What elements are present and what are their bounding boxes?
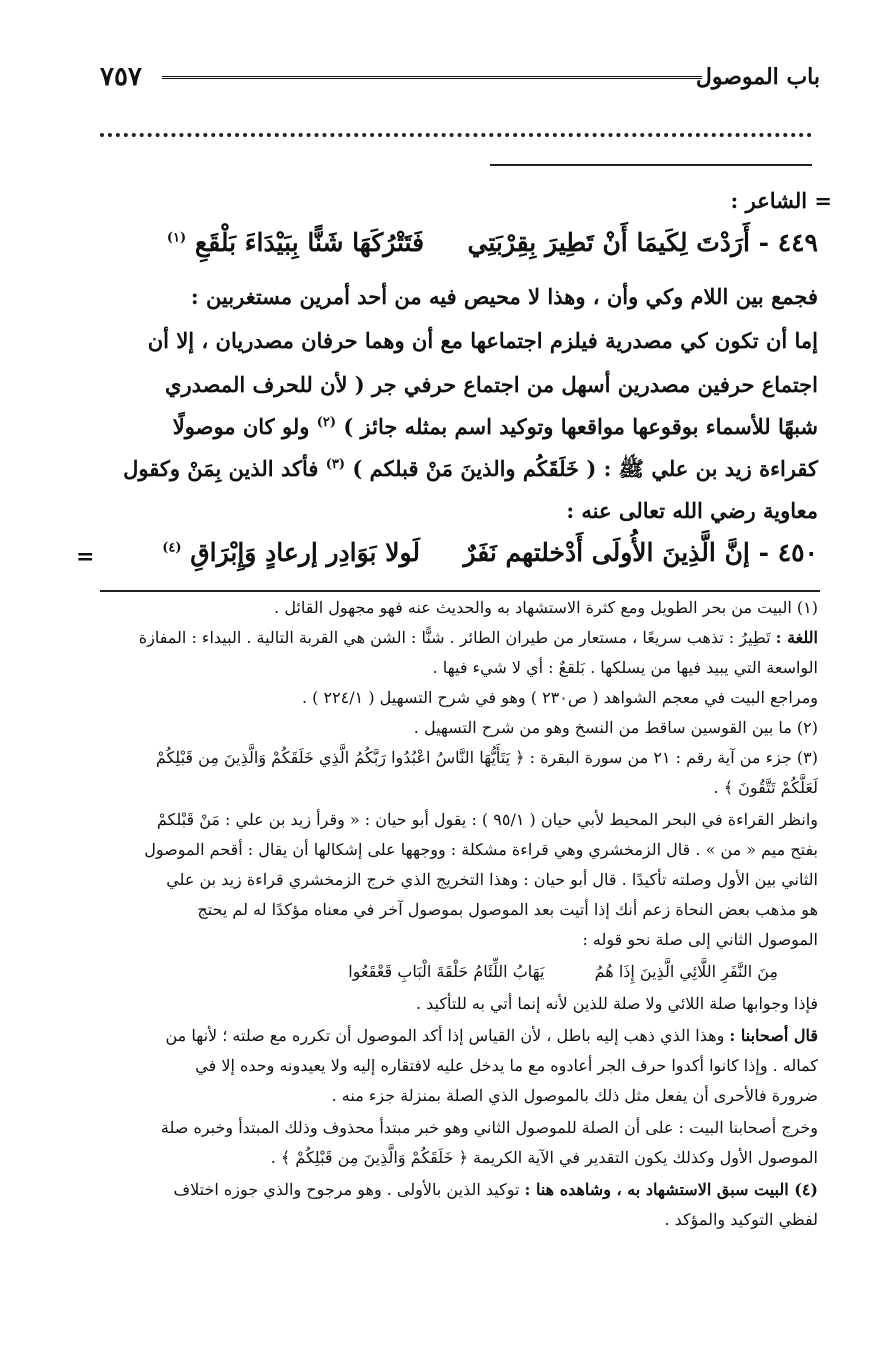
footnote-ref: (١) [166, 230, 187, 246]
chapter-title: باب الموصول [695, 64, 820, 90]
text-line: = الشاعر : [730, 188, 832, 213]
footnote-line: لَعَلَّكُمْ تَتَّقُونَ ﴾ . [713, 778, 818, 797]
text-line [123, 456, 818, 487]
text-line: إما أن تكون كي مصدرية فيلزم اجتماعها مع أن وهما حرفان مصدريان ، إلا أن [147, 328, 818, 353]
verse-449 [167, 228, 818, 257]
text-segment: فأكد الذين بِمَنْ وكقول [123, 456, 319, 481]
footnote-line [139, 628, 818, 647]
footnote-text: توكيد الذين بالأولى . وهو مرجوح والذي جوزه اختلاف [173, 1180, 520, 1199]
text-line: اجتماع حرفين مصدرين أسهل من اجتماع حرفي جر ( لأن للحرف المصدري [165, 372, 818, 397]
footnote-line: وخرج أصحابنا البيت : على أن الصلة للموصول الثاني وهو خبر مبتدأ محذوف وذلك المبتدأ وخبره صلة [160, 1118, 818, 1137]
verse-second-hemistich: فَتَتْرُكَهَا شَنًّا بِبَيْدَاءَ بَلْقَعِ [194, 228, 425, 257]
verse-number: ٤٥٠ - [758, 538, 818, 567]
text-segment: ولو كان موصولًا [172, 414, 310, 439]
footnote-label: قال أصحابنا : [729, 1026, 818, 1045]
footnote-line [173, 1180, 818, 1199]
footnote-text: تَطِيرُ : تذهب سريعًا ، مستعار من طيران الطائر . شنًّا : الشن هي القربة التالية . البيداء : المفازة [138, 628, 771, 647]
page-number: ٧٥٧ [100, 62, 142, 92]
footnote-line: بفتح ميم « من » . قال الزمخشري وهي قراءة مشكلة : ووجهها على إشكالها أن يقال : أقحم الموصول [144, 840, 818, 859]
footnote-rule [100, 590, 820, 592]
footnote-ref: (٤) [162, 540, 182, 556]
continuation-mark: = [76, 544, 95, 570]
footnote-ref: (٣) [325, 457, 346, 472]
footnote-line: الموصول الأول وكذلك يكون التقدير في الآية الكريمة ﴿ خَلَقَكُمْ وَالَّذِينَ مِن قَبْلِكُمْ ﴾ . [270, 1148, 818, 1167]
text-line [173, 414, 818, 439]
footnote-verse [348, 962, 778, 981]
footnote-line: ومراجع البيت في معجم الشواهد ( ص٢٣٠ ) وهو في شرح التسهيل ( ٢٢٤/١ ) . [301, 688, 818, 707]
footnote-ref: (٢) [316, 415, 336, 430]
footnote-line: الواسعة التي يبيد فيها من يسلكها . بَلقعٌ : أي لا شيء فيها . [432, 658, 818, 677]
footnote-line: وانظر القراءة في البحر المحيط لأبي حيان ( ٩٥/١ ) : يقول أبو حيان : « وقرأ زيد بن علي : مَنْ قَبْلكمْ [156, 810, 818, 829]
footnote-line: (١) البيت من بحر الطويل ومع كثرة الاستشهاد به والحديث عنه فهو مجهول القائل . [274, 598, 818, 617]
footnote-line: الثاني بين الأول وصلته تأكيدًا . قال أبو حيان : وهذا التخريج الذي خرج الزمخشري قراءة زيد بن علي [166, 870, 818, 889]
verse-first-hemistich: أَرَدْتَ لِكَيمَا أَنْ تَطِيرَ بِقِرْبَتِي [467, 228, 750, 257]
footnote-label: اللغة : [775, 628, 818, 647]
footnote-line [165, 1026, 818, 1045]
page-header [100, 58, 820, 98]
verse-number: ٤٤٩ - [758, 228, 818, 257]
text-segment: شبهًا للأسماء بوقوعها مواقعها وتوكيد اسم بمثله جائز ) [343, 414, 818, 439]
footnote-line: (٣) جزء من آية رقم : ٢١ من سورة البقرة : ﴿ يَتَأَيُّهَا النَّاسُ اعْبُدُوا رَبَّكُمُ الَّذِي خَلَقَكُمْ وَالَّذِينَ مِن قَبْلِكُمْ [155, 748, 818, 767]
header-rule [162, 76, 702, 83]
footnote-line: ضرورة فالأحرى أن يفعل مثل ذلك بالموصول الذي الصلة بمنزلة جزء منه . [331, 1086, 818, 1105]
footnote-line: كماله . وإذا كانوا أكدوا حرف الجر أعادوه مع ما يدخل عليه لافتقاره إليه ولا يعيدونه وحده إلا في [195, 1056, 818, 1075]
verse-first-hemistich: مِنَ النَّفَرِ اللَّائِي الَّذِينَ إِذَا هُمُ [594, 962, 778, 981]
text-line: معاوية رضي الله تعالى عنه : [566, 498, 818, 523]
text-segment: كقراءة زيد بن علي ﷺ : ( خَلَقَكُم والذينَ مَنْ قبلكم ) [352, 456, 818, 481]
footnote-line: لفظي التوكيد والمؤكد . [664, 1210, 818, 1229]
section-rule [490, 164, 812, 166]
dotted-separator [100, 133, 812, 147]
footnote-text: وهذا الذي ذهب إليه باطل ، لأن القياس إذا أكد الموصول أن تكرره مع صلته ؛ لأنها من [165, 1026, 725, 1045]
verse-second-hemistich: يَهَابُ اللِّئَامُ حَلْقَةَ الْبَابِ قَعْقَعُوا [348, 962, 545, 981]
verse-first-hemistich: إنَّ الَّذِينَ الأُولَى أَدْخلتهم نَفَرٌ [463, 538, 750, 567]
verse-450 [162, 538, 818, 567]
footnote-line: فإذا وجوابها صلة اللائي ولا صلة للذين لأنه إنما أتي به للتأكيد . [415, 994, 818, 1013]
footnote-line: (٢) ما بين القوسين ساقط من النسخ وهو من شرح التسهيل . [413, 718, 818, 737]
verse-second-hemistich: لَولا بَوَادِر إرعادٍ وَإِبْرَاقِ [190, 538, 420, 567]
footnote-line: الموصول الثاني إلى صلة نحو قوله : [582, 930, 818, 949]
footnote-label: (٤) البيت سبق الاستشهاد به ، وشاهده هنا : [524, 1180, 818, 1199]
text-line: فجمع بين اللام وكي وأن ، وهذا لا محيص فيه من أحد أمرين مستغربين : [190, 284, 818, 309]
footnote-line: هو مذهب بعض النحاة زعم أنك إذا أتيت بعد الموصول بموصول آخر في معناه مؤكدًا له لم يحتج [197, 900, 818, 919]
